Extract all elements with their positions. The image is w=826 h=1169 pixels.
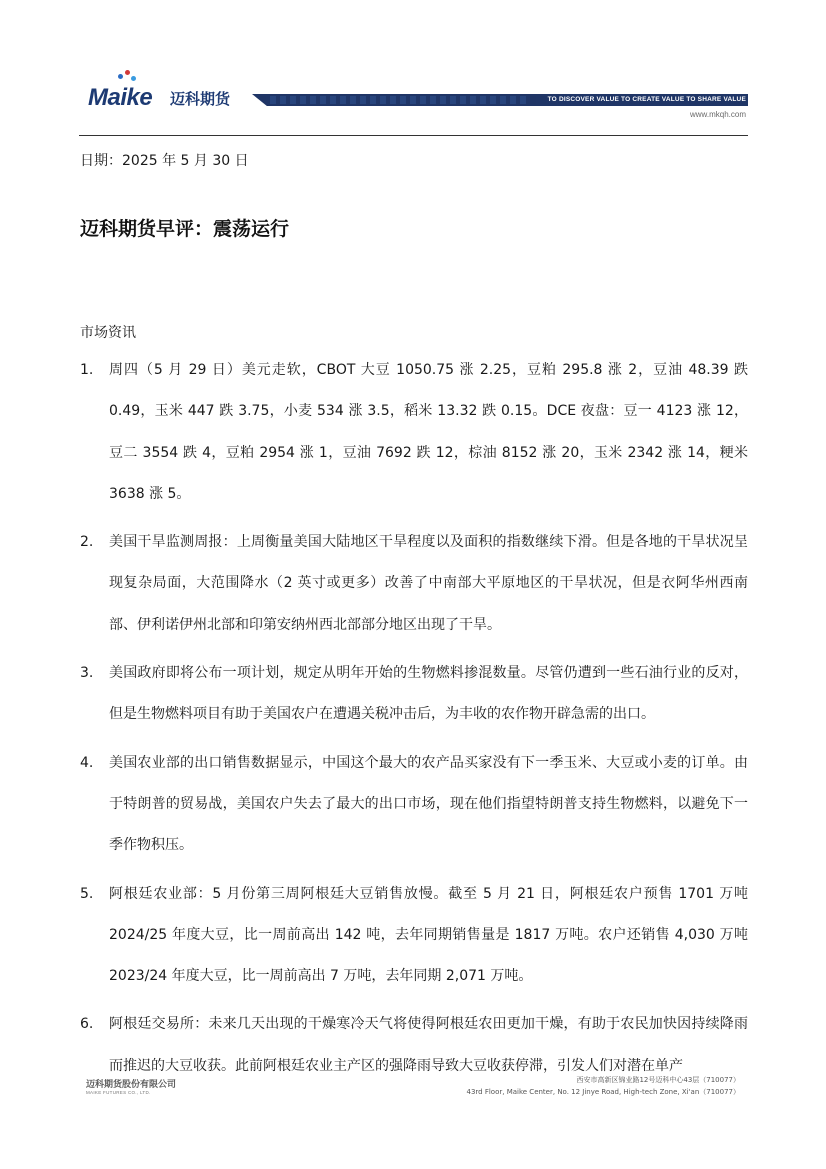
- page-header: [0, 0, 826, 140]
- news-text: 美国农业部的出口销售数据显示，中国这个最大的农产品买家没有下一季玉米、大豆或小麦的订单。由于特朗普的贸易战，美国农户失去了最大的出口市场，现在他们指望特朗普支持生物燃料，以避免下一季作物积压。: [109, 754, 748, 854]
- news-item-4: [80, 743, 748, 867]
- news-list: [80, 350, 748, 1094]
- news-item-5: [80, 874, 748, 998]
- news-number: 2.: [80, 534, 94, 551]
- news-text: 阿根廷交易所：未来几天出现的干燥寒冷天气将使得阿根廷农田更加干燥，有助于农民加快因持续降雨而推迟的大豆收获。此前阿根廷农业主产区的强降雨导致大豆收获停滞，引发人们对潜在单产: [109, 1016, 748, 1074]
- news-number: 4.: [80, 754, 94, 771]
- news-text: 阿根廷农业部：5 月份第三周阿根廷大豆销售放慢。截至 5 月 21 日，阿根廷农户预售 1701 万吨 2024/25 年度大豆，比一周前高出 142 吨，去年同期销售量是 1817 万吨。农户还销售 4,030 万吨 2023/24 年度大豆，比一周前高出 7 万吨，去年同期 2,071 万吨。: [109, 885, 748, 985]
- report-title: 迈科期货早评：震荡运行: [80, 218, 290, 240]
- news-number: 1.: [80, 362, 94, 378]
- footer-company-cn: 迈科期货股份有限公司: [86, 1080, 177, 1090]
- news-text: 美国政府即将公布一项计划，规定从明年开始的生物燃料掺混数量。尽管仍遭到一些石油行业的反对，但是生物燃料项目有助于美国农户在遭遇关税冲击后，为丰收的农作物开辟急需的出口。: [109, 665, 748, 723]
- news-number: 5.: [80, 885, 94, 902]
- news-text: 周四（5 月 29 日）美元走软，CBOT 大豆 1050.75 涨 2.25，豆粕 295.8 涨 2，豆油 48.39 跌 0.49，玉米 447 跌 3.75，小麦 534 涨 3.5，稻米 13.32 跌 0.15。DCE 夜盘：豆一 4123 涨 12，豆二 3554 跌 4，豆粕 2954 涨 1，豆油 7692 跌 12，棕油 8152 涨 20，玉米 2342 涨 14，粳米 3638 涨 5。: [109, 362, 748, 502]
- logo-chinese-text: 迈科期货: [170, 90, 231, 108]
- news-item-2: [80, 522, 748, 646]
- news-item-3: [80, 653, 748, 736]
- news-number: 3.: [80, 665, 94, 682]
- footer-address-cn: 西安市高新区锦业路12号迈科中心43层（710077）: [576, 1076, 740, 1084]
- section-heading: 市场资讯: [80, 325, 136, 341]
- report-date: 日期：2025 年 5 月 30 日: [80, 153, 249, 169]
- news-item-1: [80, 350, 748, 515]
- footer-address-en: 43rd Floor, Maike Center, No. 12 Jinye Road, High-tech Zone, Xi'an（710077）: [466, 1088, 740, 1096]
- banner-stripes: [270, 96, 530, 104]
- logo-latin-text: Maike: [88, 84, 153, 111]
- website-url: www.mkqh.com: [689, 110, 746, 119]
- footer-address: [467, 1074, 741, 1098]
- news-text: 美国干旱监测周报：上周衡量美国大陆地区干旱程度以及面积的指数继续下滑。但是各地的干旱状况呈现复杂局面，大范围降水（2 英寸或更多）改善了中南部大平原地区的干旱状况，但是衣阿华州西南部、伊利诺伊州北部和印第安纳州西北部部分地区出现了干旱。: [109, 534, 748, 633]
- news-number: 6.: [80, 1016, 94, 1033]
- header-slogan: TO DISCOVER VALUE TO CREATE VALUE TO SHARE VALUE: [547, 96, 746, 103]
- footer-company-en: MAIKE FUTURES CO., LTD.: [86, 1090, 151, 1095]
- header-divider: [79, 135, 748, 136]
